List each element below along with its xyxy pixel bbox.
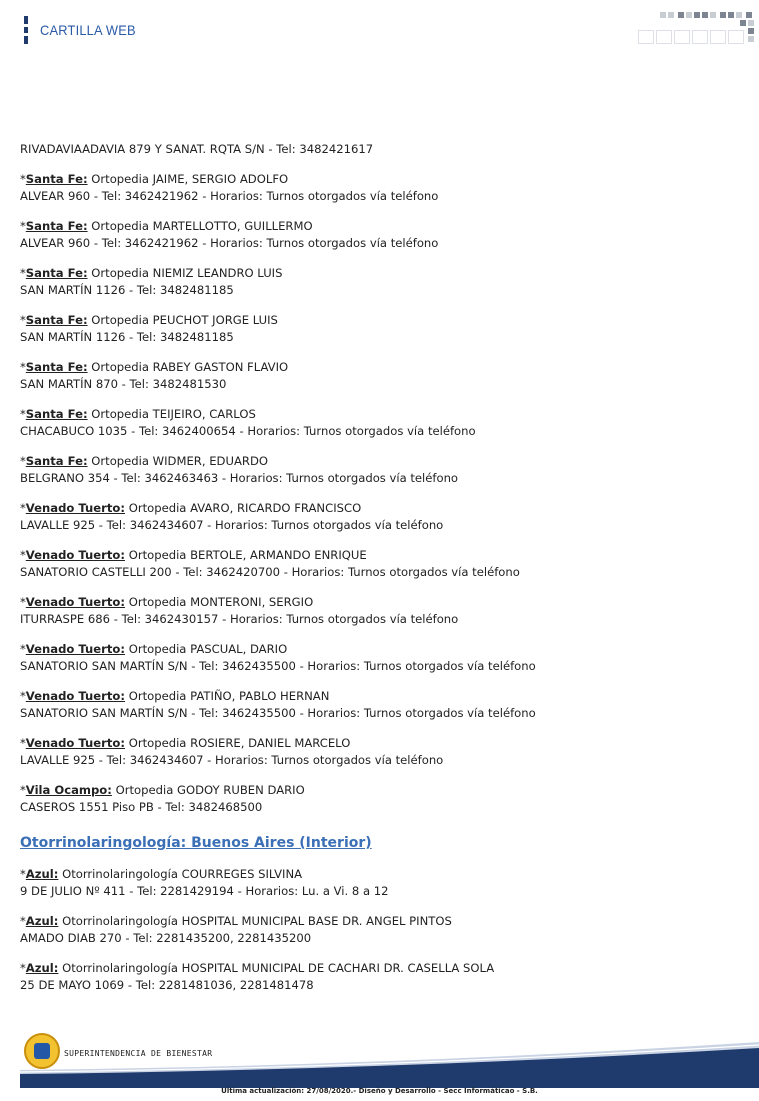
entry-title: *Santa Fe: Ortopedia RABEY GASTON FLAVIO [20,360,289,374]
institution-seal-icon [24,1033,60,1069]
provider-name: Ortopedia NIEMIZ LEANDRO LUIS [91,266,283,280]
list-item [20,688,740,722]
entry-detail: CHACABUCO 1035 - Tel: 3462400654 - Horarios: Turnos otorgados vía teléfono [20,424,476,438]
provider-name: Ortopedia RABEY GASTON FLAVIO [91,360,289,374]
location-link[interactable]: Venado Tuerto: [25,642,125,656]
entry-detail: SAN MARTÍN 1126 - Tel: 3482481185 [20,330,234,344]
entry-detail: SANATORIO CASTELLI 200 - Tel: 3462420700 - Horarios: Turnos otorgados vía teléfono [20,565,520,579]
list-item [20,500,740,534]
grid-decoration-icon [636,10,756,46]
entry-title: *Santa Fe: Ortopedia TEIJEIRO, CARLOS [20,407,256,421]
provider-name: Otorrinolaringología COURREGES SILVINA [62,867,303,881]
entry-detail: SANATORIO SAN MARTÍN S/N - Tel: 3462435500 - Horarios: Turnos otorgados vía teléfono [20,659,536,673]
entry-detail: 9 DE JULIO Nº 411 - Tel: 2281429194 - Horarios: Lu. a Vi. 8 a 12 [20,884,389,898]
entry-detail: SANATORIO SAN MARTÍN S/N - Tel: 3462435500 - Horarios: Turnos otorgados vía teléfono [20,706,536,720]
entry-title: *Santa Fe: Ortopedia WIDMER, EDUARDO [20,454,269,468]
footer-update-note: Ultima actualización: 27/08/2020.- Diseño y Desarrollo - Secc Informáticao - S.B. [221,1087,538,1095]
provider-name: Ortopedia MARTELLOTTO, GUILLERMO [91,219,313,233]
entry-detail: LAVALLE 925 - Tel: 3462434607 - Horarios: Turnos otorgados vía teléfono [20,753,444,767]
list-item [20,913,740,947]
list-item [20,735,740,769]
list-item [20,141,740,158]
location-link[interactable]: Santa Fe: [25,266,88,280]
entry-title: *Venado Tuerto: Ortopedia AVARO, RICARDO FRANCISCO [20,501,362,515]
list-item [20,218,740,252]
entry-title: *Santa Fe: Ortopedia JAIME, SERGIO ADOLFO [20,172,289,186]
entry-title: *Santa Fe: Ortopedia MARTELLOTTO, GUILLERMO [20,219,313,233]
list-item [20,641,740,675]
entry-detail: ALVEAR 960 - Tel: 3462421962 - Horarios: Turnos otorgados vía teléfono [20,236,439,250]
footer-org-name: SUPERINTENDENCIA DE BIENESTAR [64,1049,213,1058]
provider-name: Ortopedia PATIÑO, PABLO HERNAN [128,689,330,703]
footer-wave-band [20,1036,759,1088]
provider-name: Ortopedia GODOY RUBEN DARIO [115,783,305,797]
location-link[interactable]: Venado Tuerto: [25,501,125,515]
list-item [20,312,740,346]
listing-content [20,141,740,1007]
entry-detail: ALVEAR 960 - Tel: 3462421962 - Horarios: Turnos otorgados vía teléfono [20,189,439,203]
header-bar-icon [24,16,28,44]
location-link[interactable]: Azul: [25,961,59,975]
provider-name: Ortopedia AVARO, RICARDO FRANCISCO [128,501,362,515]
entry-detail: LAVALLE 925 - Tel: 3462434607 - Horarios: Turnos otorgados vía teléfono [20,518,444,532]
list-item [20,960,740,994]
provider-name: Otorrinolaringología HOSPITAL MUNICIPAL BASE DR. ANGEL PINTOS [62,914,452,928]
provider-name: Otorrinolaringología HOSPITAL MUNICIPAL DE CACHARI DR. CASELLA SOLA [62,961,495,975]
entry-title: *Venado Tuerto: Ortopedia MONTERONI, SERGIO [20,595,314,609]
entry-detail: BELGRANO 354 - Tel: 3462463463 - Horarios: Turnos otorgados vía teléfono [20,471,459,485]
entry-detail: AMADO DIAB 270 - Tel: 2281435200, 2281435200 [20,931,312,945]
provider-name: Ortopedia MONTERONI, SERGIO [128,595,314,609]
list-item [20,265,740,299]
entry-title: *Azul: Otorrinolaringología COURREGES SILVINA [20,867,303,881]
provider-name: Ortopedia JAIME, SERGIO ADOLFO [91,172,289,186]
entry-title: *Santa Fe: Ortopedia NIEMIZ LEANDRO LUIS [20,266,283,280]
list-item [20,866,740,900]
page-footer [0,1030,759,1101]
location-link[interactable]: Venado Tuerto: [25,689,125,703]
location-link[interactable]: Venado Tuerto: [25,736,125,750]
entry-title: *Vila Ocampo: Ortopedia GODOY RUBEN DARIO [20,783,305,797]
location-link[interactable]: Santa Fe: [25,172,88,186]
entry-title: *Santa Fe: Ortopedia PEUCHOT JORGE LUIS [20,313,278,327]
entry-title: *Venado Tuerto: Ortopedia PATIÑO, PABLO HERNAN [20,689,330,703]
location-link[interactable]: Azul: [25,914,59,928]
entry-detail: SAN MARTÍN 870 - Tel: 3482481530 [20,377,227,391]
entry-detail: 25 DE MAYO 1069 - Tel: 2281481036, 2281481478 [20,978,314,992]
list-item [20,547,740,581]
location-link[interactable]: Azul: [25,867,59,881]
list-item [20,594,740,628]
location-link[interactable]: Santa Fe: [25,360,88,374]
entry-detail: CASEROS 1551 Piso PB - Tel: 3482468500 [20,800,263,814]
entry-title: *Venado Tuerto: Ortopedia PASCUAL, DARIO [20,642,288,656]
location-link[interactable]: Venado Tuerto: [25,548,125,562]
provider-list-ortopedia [20,171,740,816]
location-link[interactable]: Vila Ocampo: [25,783,112,797]
list-item [20,171,740,205]
provider-name: Ortopedia WIDMER, EDUARDO [91,454,269,468]
entry-detail: SAN MARTÍN 1126 - Tel: 3482481185 [20,283,234,297]
provider-name: Ortopedia ROSIERE, DANIEL MARCELO [128,736,351,750]
list-item [20,782,740,816]
page-header [0,0,759,60]
provider-name: Ortopedia PEUCHOT JORGE LUIS [91,313,278,327]
location-link[interactable]: Santa Fe: [25,454,88,468]
provider-name: Ortopedia PASCUAL, DARIO [128,642,288,656]
entry-title: *Venado Tuerto: Ortopedia ROSIERE, DANIEL MARCELO [20,736,351,750]
entry-title: *Azul: Otorrinolaringología HOSPITAL MUNICIPAL BASE DR. ANGEL PINTOS [20,914,452,928]
location-link[interactable]: Santa Fe: [25,407,88,421]
provider-name: Ortopedia BERTOLE, ARMANDO ENRIQUE [128,548,367,562]
location-link[interactable]: Santa Fe: [25,219,88,233]
provider-list-otorrino [20,866,740,994]
list-item [20,406,740,440]
header-title: CARTILLA WEB [40,22,136,38]
entry-detail: ITURRASPE 686 - Tel: 3462430157 - Horarios: Turnos otorgados vía teléfono [20,612,459,626]
location-link[interactable]: Venado Tuerto: [25,595,125,609]
entry-detail: RIVADAVIAADAVIA 879 Y SANAT. RQTA S/N - Tel: 3482421617 [20,142,374,156]
section-title[interactable]: Otorrinolaringología: Buenos Aires (Interior) [20,835,372,851]
entry-title: *Venado Tuerto: Ortopedia BERTOLE, ARMANDO ENRIQUE [20,548,367,562]
list-item [20,359,740,393]
provider-name: Ortopedia TEIJEIRO, CARLOS [91,407,256,421]
list-item [20,453,740,487]
location-link[interactable]: Santa Fe: [25,313,88,327]
entry-title: *Azul: Otorrinolaringología HOSPITAL MUNICIPAL DE CACHARI DR. CASELLA SOLA [20,961,495,975]
